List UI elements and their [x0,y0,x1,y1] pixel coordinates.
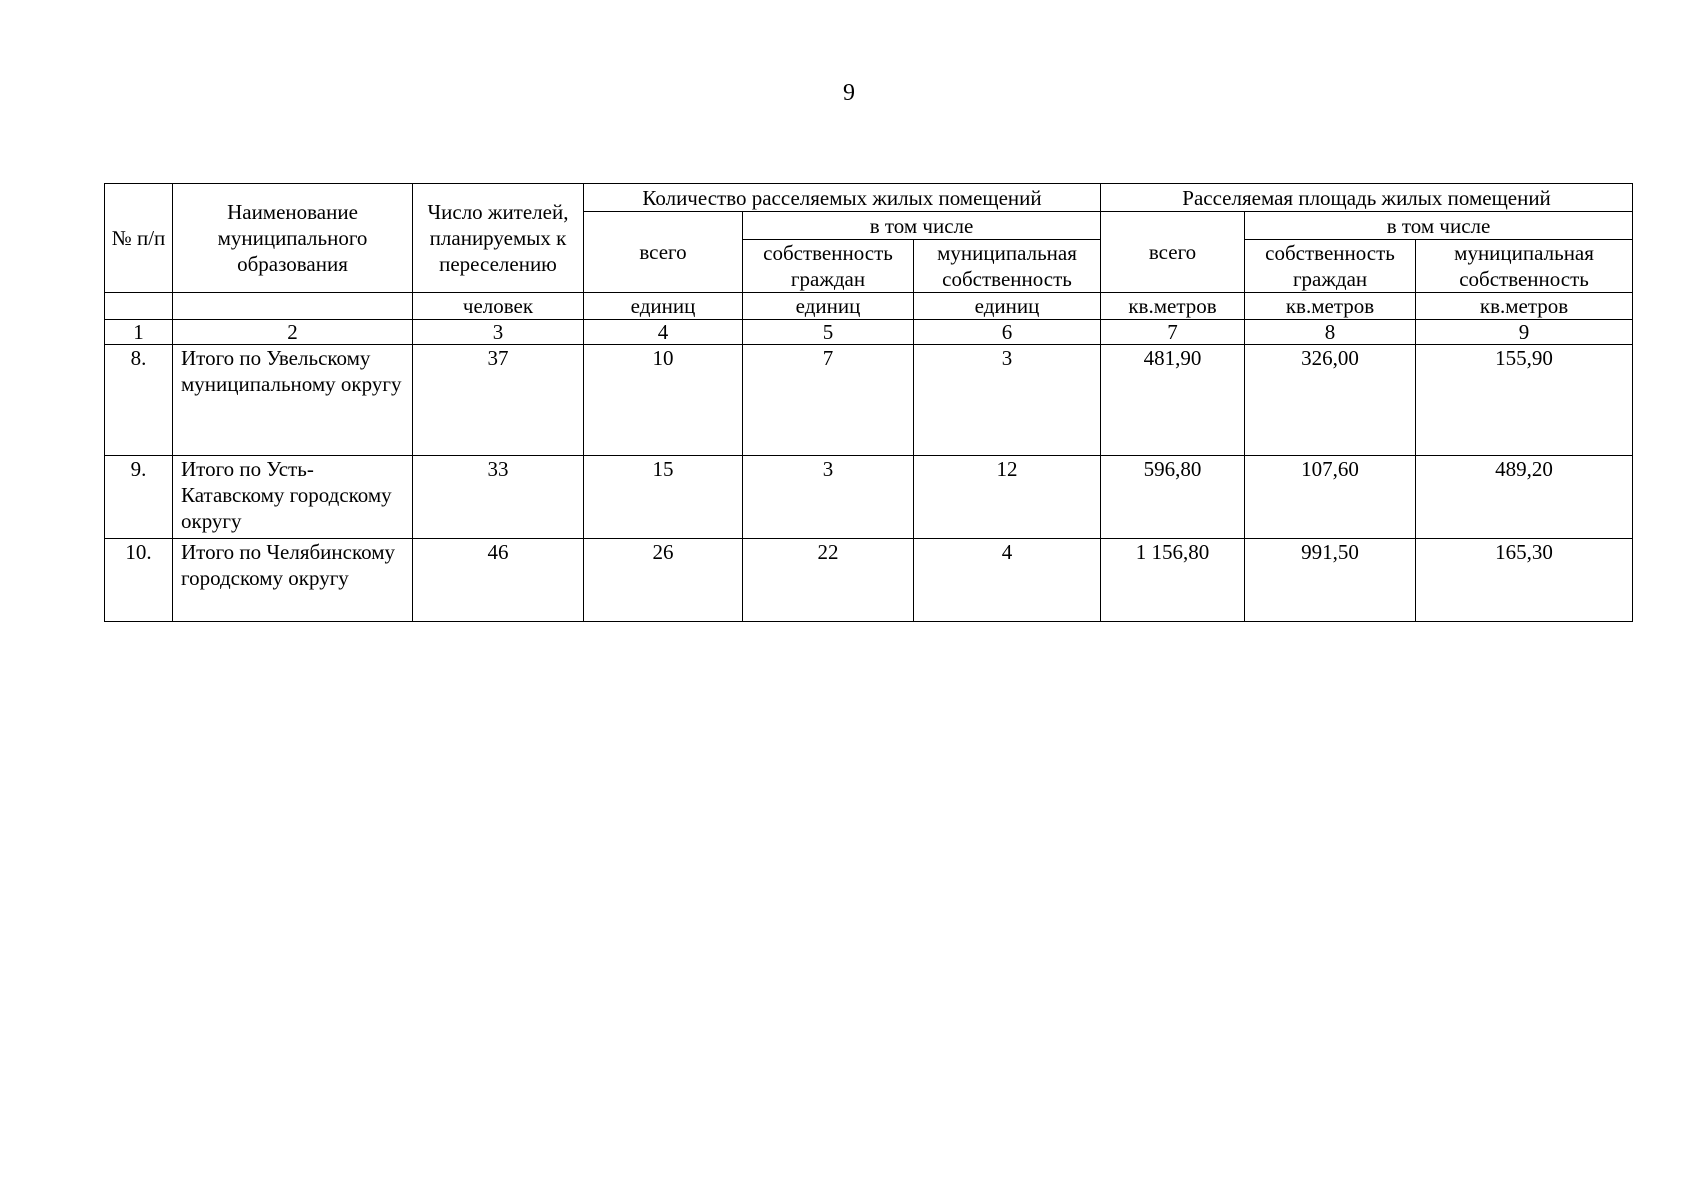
row-number: 8. [105,345,173,456]
unit-cell [105,293,173,320]
header-area-citizen: собственность граждан [1245,240,1416,293]
header-area-group: Расселяемая площадь жилых помещений [1101,184,1633,212]
rooms-citizen: 3 [743,456,914,539]
header-num: № п/п [105,184,173,293]
rooms-total: 15 [584,456,743,539]
header-area-including: в том числе [1245,212,1633,240]
column-number: 5 [743,320,914,345]
area-municipal: 489,20 [1416,456,1633,539]
column-number: 1 [105,320,173,345]
table-row [105,345,1633,456]
area-municipal: 165,30 [1416,539,1633,622]
units-row [105,293,1633,320]
area-total: 481,90 [1101,345,1245,456]
header-residents: Число жителей, планируемых к переселению [413,184,584,293]
area-total: 1 156,80 [1101,539,1245,622]
row-number: 10. [105,539,173,622]
municipality-name: Итого по Челябинскому городскому округу [173,539,413,622]
unit-rooms-municipal: единиц [914,293,1101,320]
unit-area-citizen: кв.метров [1245,293,1416,320]
residents-count: 46 [413,539,584,622]
area-citizen: 991,50 [1245,539,1416,622]
unit-area-municipal: кв.метров [1416,293,1633,320]
residents-count: 37 [413,345,584,456]
column-number: 2 [173,320,413,345]
residents-count: 33 [413,456,584,539]
header-rooms-total: всего [584,212,743,293]
unit-rooms-total: единиц [584,293,743,320]
rooms-citizen: 7 [743,345,914,456]
area-citizen: 326,00 [1245,345,1416,456]
area-citizen: 107,60 [1245,456,1416,539]
rooms-municipal: 4 [914,539,1101,622]
unit-cell [173,293,413,320]
municipality-name: Итого по Усть-Катавскому городскому округу [173,456,413,539]
area-municipal: 155,90 [1416,345,1633,456]
rooms-citizen: 22 [743,539,914,622]
unit-area-total: кв.метров [1101,293,1245,320]
header-area-municipal: муниципальная собственность [1416,240,1633,293]
header-area-total: всего [1101,212,1245,293]
table-row [105,539,1633,622]
column-number: 9 [1416,320,1633,345]
unit-people: человек [413,293,584,320]
row-number: 9. [105,456,173,539]
column-number: 3 [413,320,584,345]
municipality-name: Итого по Увельскому муниципальному округу [173,345,413,456]
unit-rooms-citizen: единиц [743,293,914,320]
column-numbers-row [105,320,1633,345]
rooms-total: 10 [584,345,743,456]
rooms-municipal: 12 [914,456,1101,539]
column-number: 7 [1101,320,1245,345]
rooms-total: 26 [584,539,743,622]
header-name: Наименование муниципального образования [173,184,413,293]
column-number: 6 [914,320,1101,345]
header-rooms-including: в том числе [743,212,1101,240]
rooms-municipal: 3 [914,345,1101,456]
area-total: 596,80 [1101,456,1245,539]
resettlement-table [104,183,1633,622]
header-rooms-group: Количество расселяемых жилых помещений [584,184,1101,212]
header-rooms-municipal: муниципальная собственность [914,240,1101,293]
page-number: 9 [843,80,855,106]
header-rooms-citizen: собственность граждан [743,240,914,293]
table-row [105,456,1633,539]
column-number: 8 [1245,320,1416,345]
column-number: 4 [584,320,743,345]
